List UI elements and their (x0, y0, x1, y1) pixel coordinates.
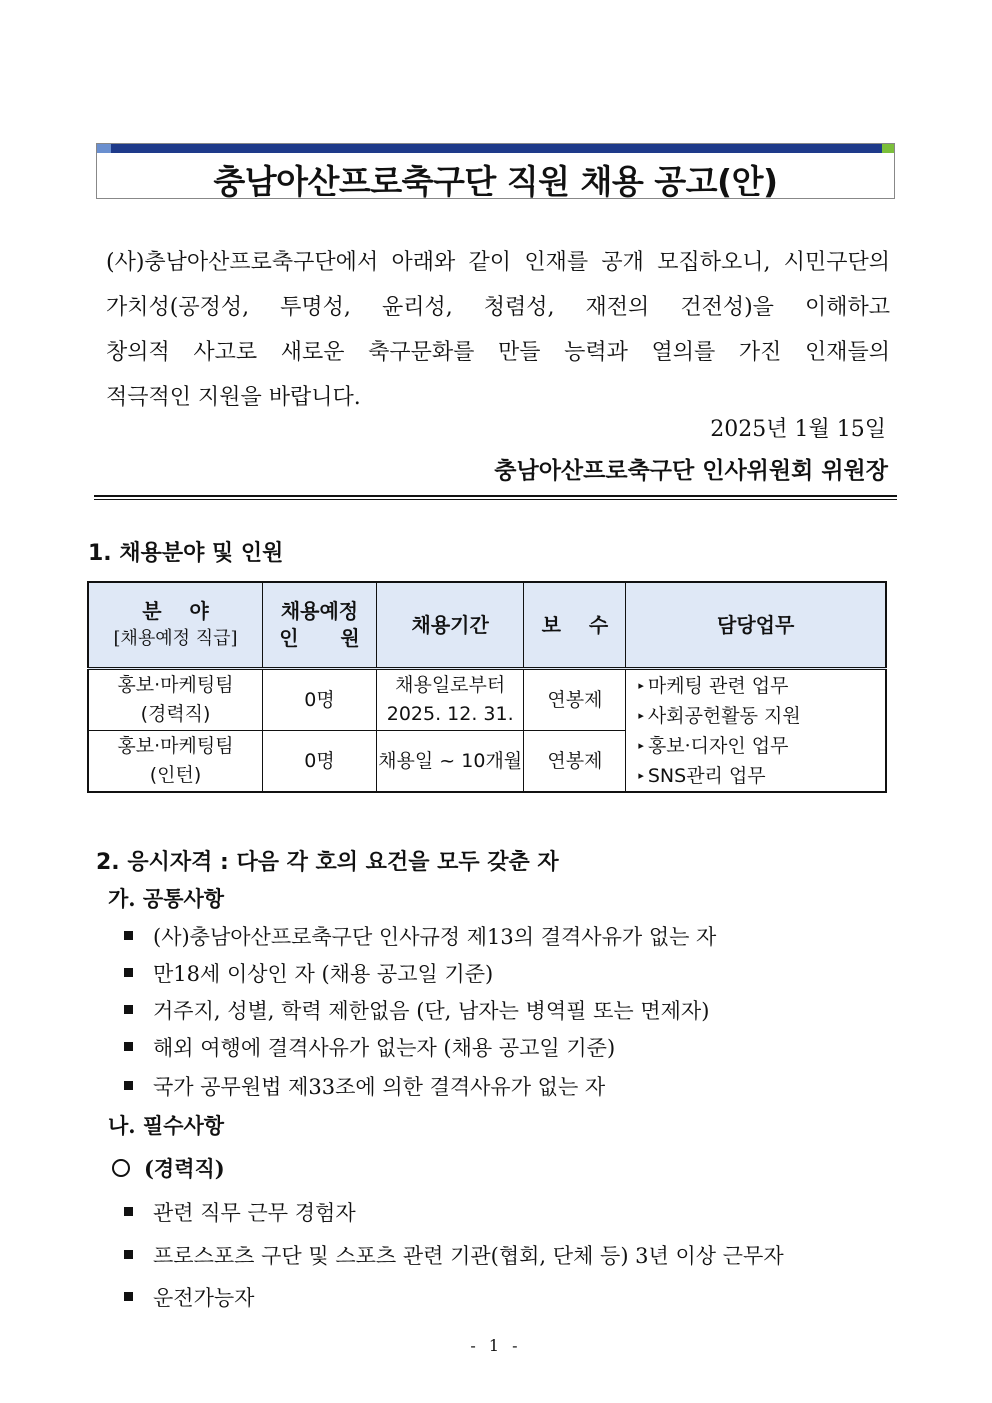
table-row (88, 669, 886, 731)
cell-pay: 연봉제 (524, 731, 626, 793)
header-count: 채용예정 인 원 (263, 582, 377, 669)
list-item: 만18세 이상인 자 (채용 공고일 기준) (124, 958, 493, 988)
list-item: 해외 여행에 결격사유가 없는자 (채용 공고일 기준) (124, 1032, 615, 1062)
section2-heading: 2. 응시자격 : 다음 각 호의 요건을 모두 갖춘 자 (96, 850, 559, 875)
square-bullet-icon (124, 1292, 133, 1301)
cell-field: 홍보·마케팅팀 (경력직) (88, 669, 263, 731)
cell-count: 0명 (263, 669, 377, 731)
duty-item: ▸ 홍보·디자인 업무 (638, 734, 789, 757)
cell-field: 홍보·마케팅팀 (인턴) (88, 731, 263, 793)
title-box (96, 143, 895, 199)
announcement-date: 2025년 1월 15일 (710, 417, 886, 442)
cell-period: 채용일로부터 2025. 12. 31. (376, 669, 524, 731)
intro-line: 적극적인 지원을 바랍니다. (106, 385, 361, 410)
square-bullet-icon (124, 1042, 133, 1051)
signer: 충남아산프로축구단 인사위원회 위원장 (494, 457, 888, 484)
intro-line: 창의적 사고로 새로운 축구문화를 만들 능력과 열의를 가진 인재들의 (106, 340, 890, 365)
square-bullet-icon (124, 968, 133, 977)
square-bullet-icon (124, 1081, 133, 1090)
intro-line: 가치성(공정성, 투명성, 윤리성, 청렴성, 재전의 건전성)을 이해하고 (106, 295, 890, 320)
cell-pay: 연봉제 (524, 669, 626, 731)
list-item: 운전가능자 (124, 1282, 254, 1312)
list-item: 국가 공무원법 제33조에 의한 결격사유가 없는 자 (124, 1071, 605, 1101)
triangle-bullet-icon: ▸ (638, 768, 644, 782)
list-item: 프로스포츠 구단 및 스포츠 관련 기관(협회, 단체 등) 3년 이상 근무자 (124, 1240, 784, 1270)
circle-bullet-icon (112, 1159, 130, 1177)
table-header-row (88, 582, 886, 669)
square-bullet-icon (124, 1250, 133, 1259)
required-heading: 나. 필수사항 (108, 1113, 225, 1138)
duty-item: ▸ 사회공헌활동 지원 (638, 704, 801, 727)
duty-item: ▸ SNS관리 업무 (638, 764, 766, 787)
square-bullet-icon (124, 1005, 133, 1014)
common-heading: 가. 공통사항 (108, 886, 225, 911)
header-pay: 보 수 (524, 582, 626, 669)
square-bullet-icon (124, 1207, 133, 1216)
triangle-bullet-icon: ▸ (638, 738, 644, 752)
list-item: 관련 직무 근무 경험자 (124, 1197, 356, 1227)
intro-line: (사)충남아산프로축구단에서 아래와 같이 인재를 공개 모집하오니, 시민구단의 (106, 250, 890, 275)
divider-thin (94, 499, 897, 500)
duty-item: ▸ 마케팅 관련 업무 (638, 674, 789, 697)
list-item: 거주지, 성별, 학력 제한없음 (단, 남자는 병역필 또는 면제자) (124, 995, 709, 1025)
header-period: 채용기간 (376, 582, 524, 669)
career-heading: (경력직) (112, 1153, 225, 1183)
header-duties: 담당업무 (626, 582, 886, 669)
title-accent-bar (97, 144, 894, 153)
section1-heading: 1. 채용분야 및 인원 (88, 541, 284, 566)
triangle-bullet-icon: ▸ (638, 678, 644, 692)
cell-duties (626, 669, 886, 793)
list-item: (사)충남아산프로축구단 인사규정 제13의 결격사유가 없는 자 (124, 921, 716, 951)
square-bullet-icon (124, 931, 133, 940)
cell-period: 채용일 ~ 10개월 (376, 731, 524, 793)
recruitment-table (87, 581, 887, 793)
triangle-bullet-icon: ▸ (638, 708, 644, 722)
divider-thick (94, 495, 897, 497)
page-title: 충남아산프로축구단 직원 채용 공고(안) (213, 162, 778, 201)
page-number: - 1 - (470, 1336, 522, 1355)
cell-count: 0명 (263, 731, 377, 793)
intro-paragraph (106, 240, 890, 420)
header-field: 분 야 [채용예정 직급] (88, 582, 263, 669)
